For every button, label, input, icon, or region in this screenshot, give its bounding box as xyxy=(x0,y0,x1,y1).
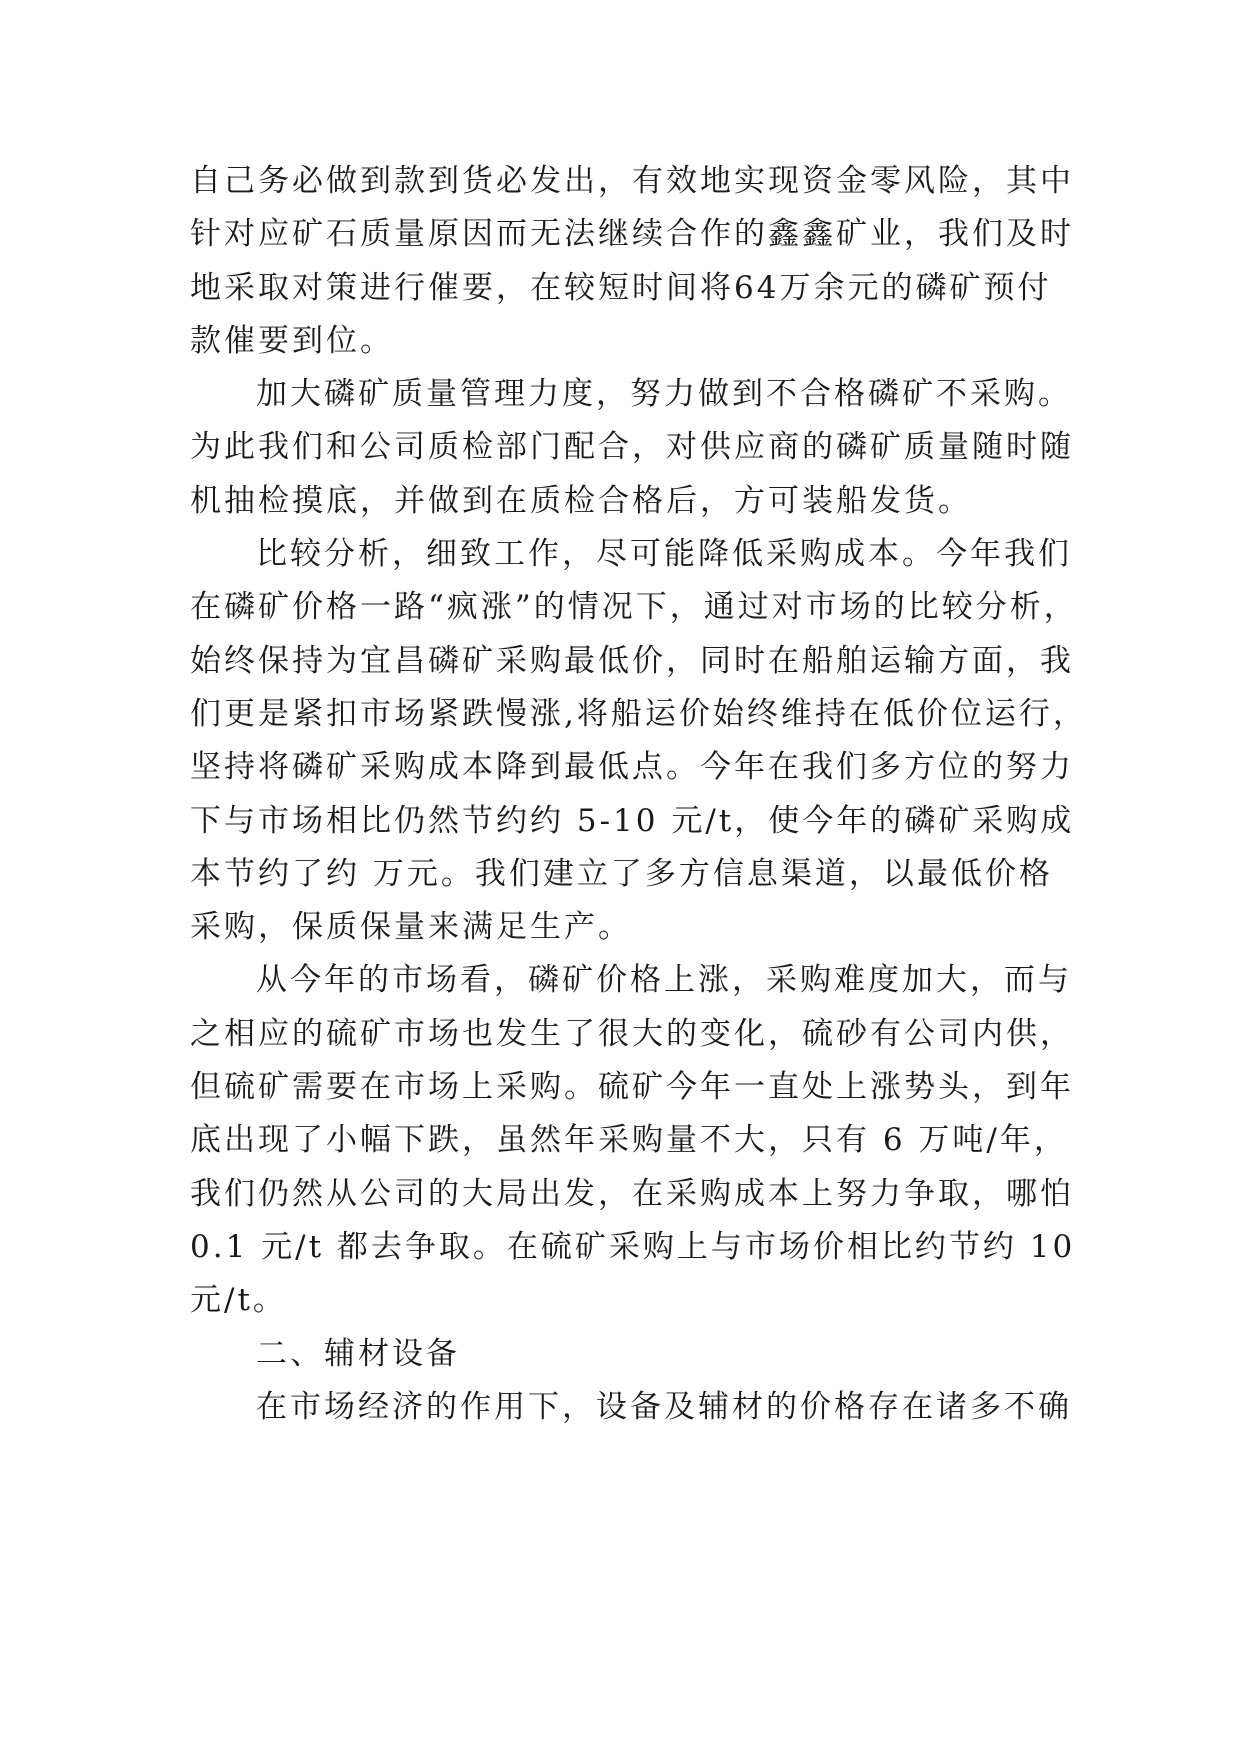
paragraph-first-line: 加大磷矿质量管理力度，努力做到不合格磷矿不采购。 xyxy=(256,376,1072,413)
text-line: 们更是紧扣市场紧跌慢涨,将船运价始终维持在低价位运行， xyxy=(190,695,1087,732)
text-line: 机抽检摸底，并做到在质检合格后，方可装船发货。 xyxy=(190,482,972,519)
text-line: 地采取对策进行催要，在较短时间将64万余元的磷矿预付 xyxy=(190,269,1052,306)
paragraph-first-line: 在市场经济的作用下，设备及辅材的价格存在诸多不确 xyxy=(256,1388,1072,1425)
text-line: 0.1 元/t 都去争取。在硫矿采购上与市场价相比约节约 10 xyxy=(190,1228,1076,1265)
section-heading: 二、辅材设备 xyxy=(256,1335,460,1372)
text-line: 但硫矿需要在市场上采购。硫矿今年一直处上涨势头，到年 xyxy=(190,1069,1074,1106)
text-line: 针对应矿石质量原因而无法继续合作的鑫鑫矿业，我们及时 xyxy=(190,216,1074,253)
text-line: 之相应的硫矿市场也发生了很大的变化，硫砂有公司内供， xyxy=(190,1015,1074,1052)
text-line: 始终保持为宜昌磷矿采购最低价，同时在船舶运输方面，我 xyxy=(190,642,1074,679)
document-body xyxy=(190,155,1090,1434)
text-line: 坚持将磷矿采购成本降到最低点。今年在我们多方位的努力 xyxy=(190,749,1074,786)
text-line: 在磷矿价格一路“疯涨”的情况下，通过对市场的比较分析， xyxy=(190,589,1078,626)
text-line: 为此我们和公司质检部门配合，对供应商的磷矿质量随时随 xyxy=(190,429,1074,466)
text-line: 元/t。 xyxy=(190,1282,287,1319)
text-line: 采购，保质保量来满足生产。 xyxy=(190,909,632,946)
text-line: 我们仍然从公司的大局出发，在采购成本上努力争取，哪怕 xyxy=(190,1175,1074,1212)
text-line: 款催要到位。 xyxy=(190,322,394,359)
text-line: 下与市场相比仍然节约约 5-10 元/t，使今年的磷矿采购成 xyxy=(190,802,1075,839)
paragraph-first-line: 从今年的市场看，磷矿价格上涨，采购难度加大，而与 xyxy=(256,962,1072,999)
text-line: 本节约了约 万元。我们建立了多方信息渠道，以最低价格 xyxy=(190,855,1053,892)
paragraph-first-line: 比较分析，细致工作，尽可能降低采购成本。今年我们 xyxy=(256,536,1072,573)
text-line: 底出现了小幅下跌，虽然年采购量不大，只有 6 万吨/年， xyxy=(190,1122,1068,1159)
text-line: 自己务必做到款到货必发出，有效地实现资金零风险，其中 xyxy=(190,163,1074,199)
